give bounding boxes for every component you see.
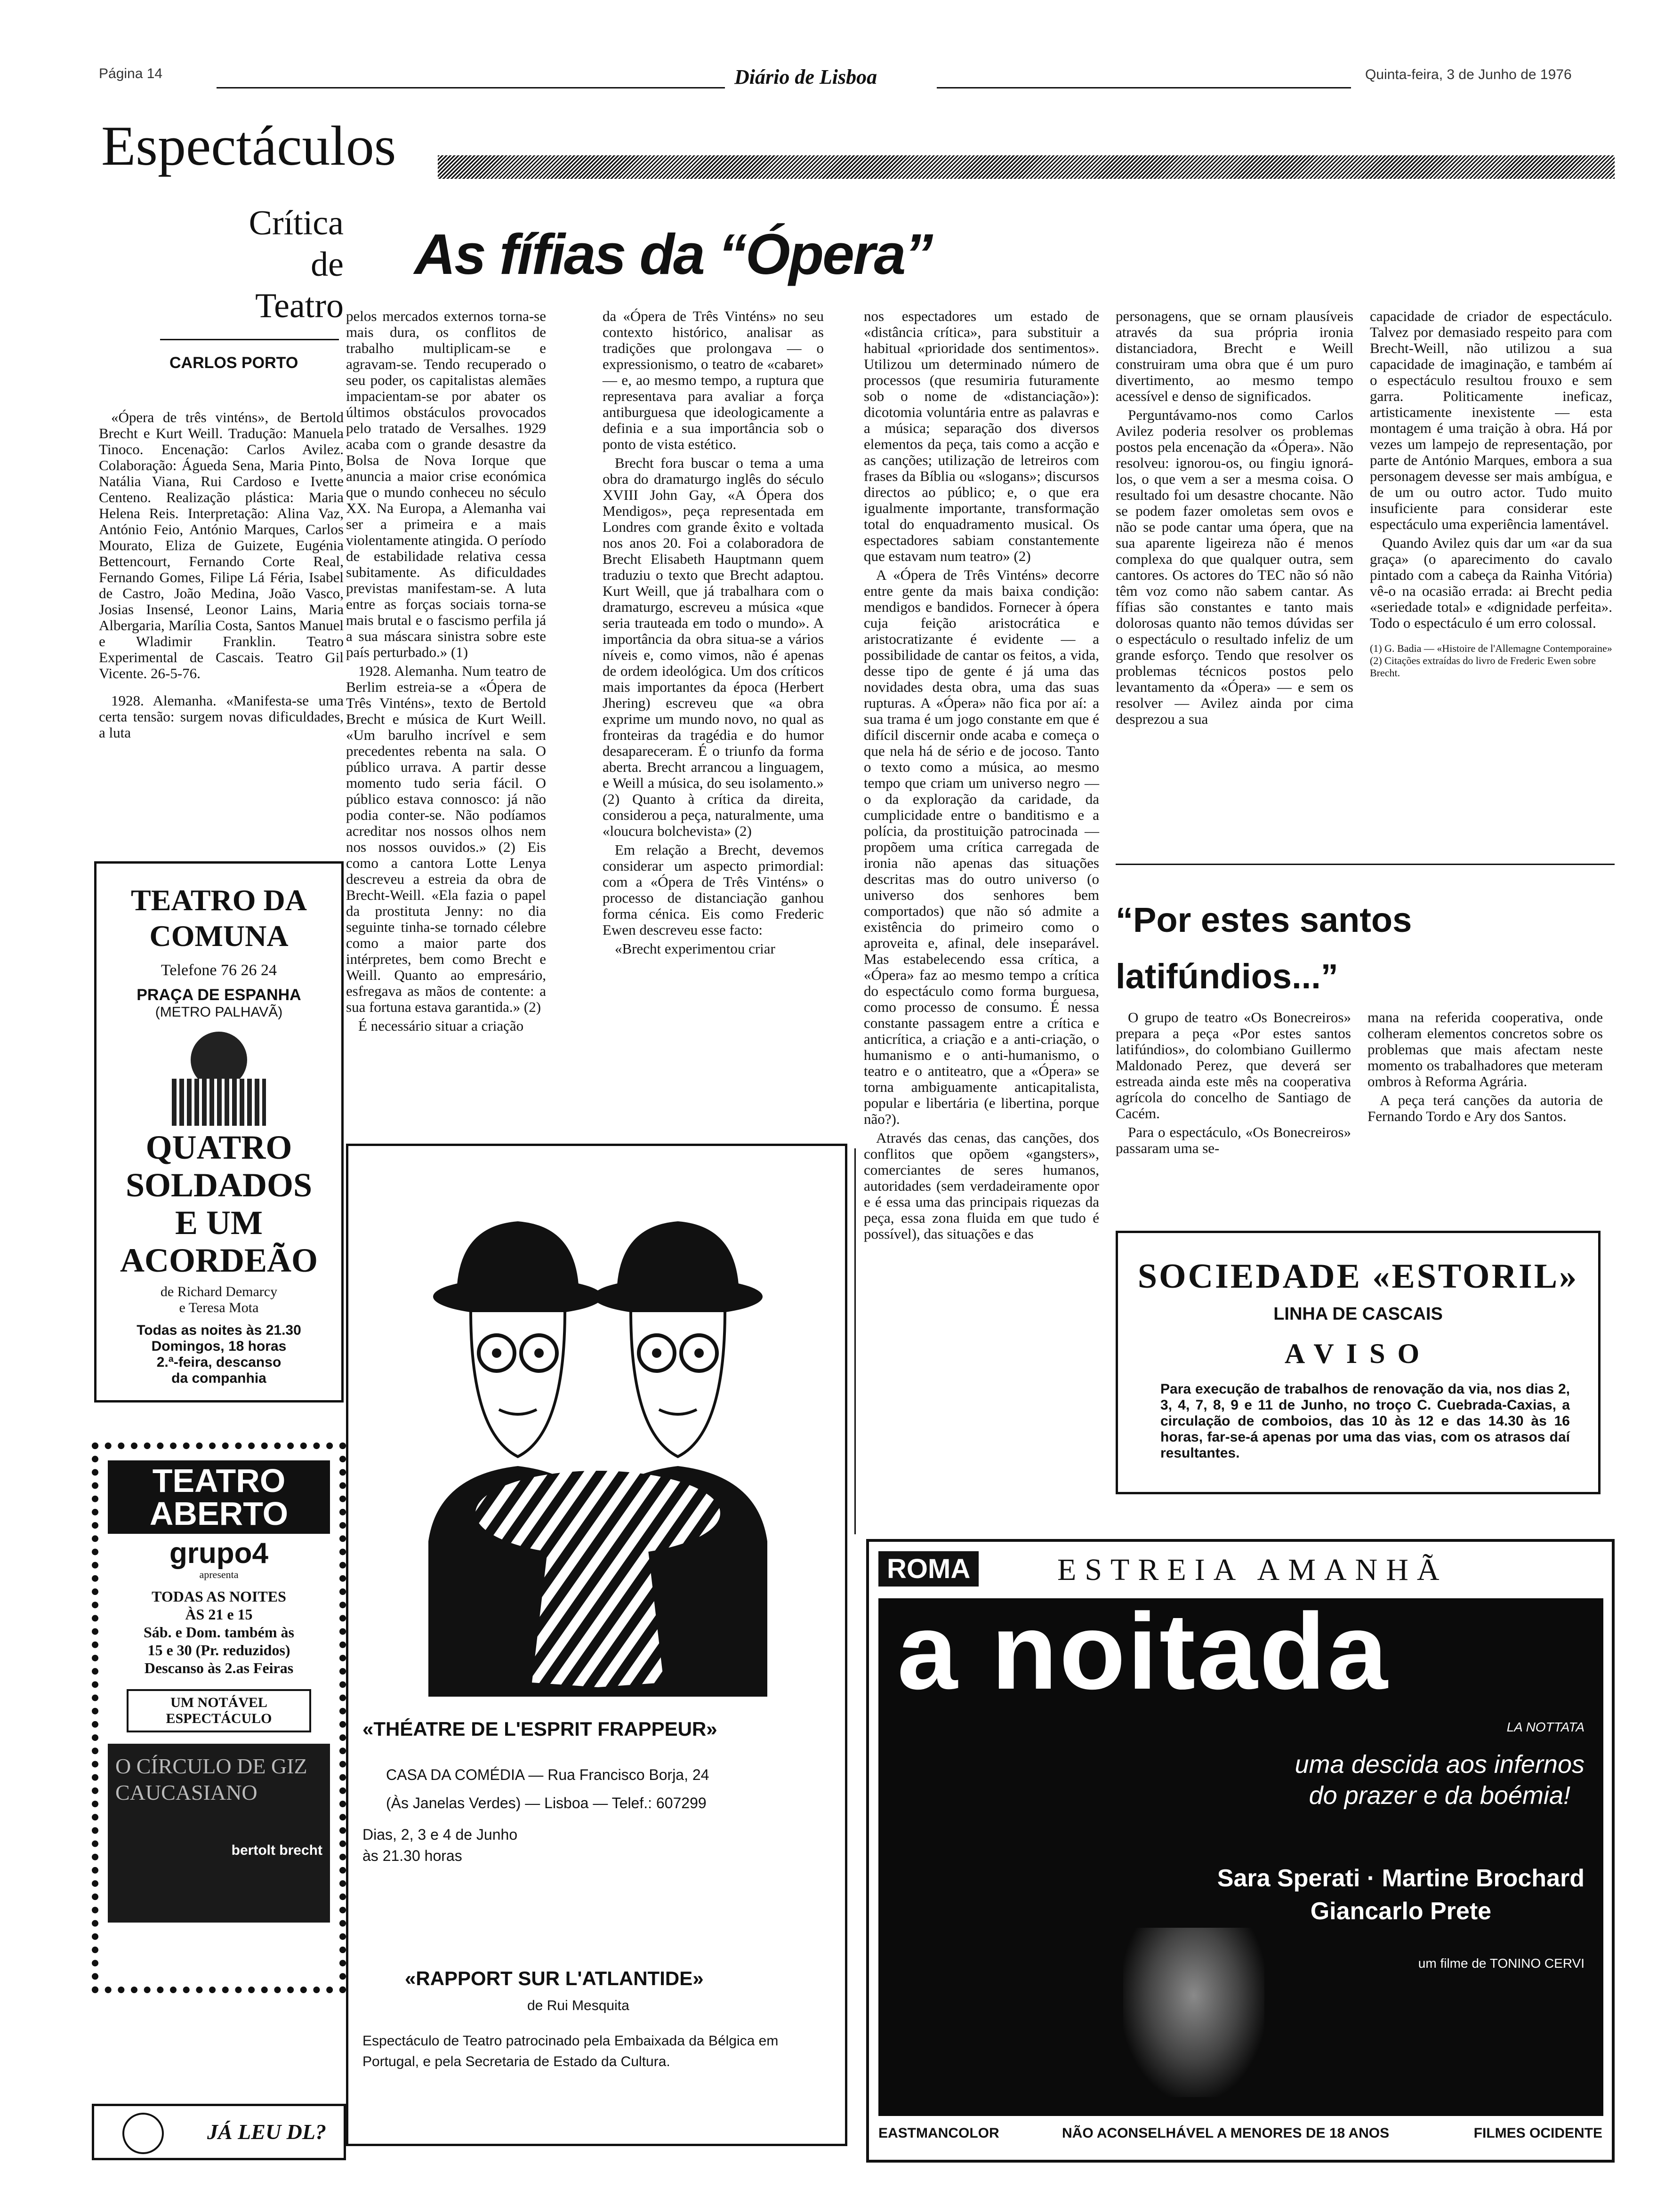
issue-date: Quinta-feira, 3 de Junho de 1976 — [1365, 67, 1572, 82]
article-column-6 — [1370, 308, 1612, 679]
esprit-hour: às 21.30 horas — [362, 1847, 462, 1864]
aberto-line-4: 15 e 30 (Pr. reduzidos) — [147, 1642, 290, 1659]
article-paragraph: capacidade de criador de espectáculo. Talvez por demasiado respeito para com Brecht-Weill, não utilizou a sua capacidade de imaginação, e também aí o espectáculo resultou frouxo e sem garra. Politicamente ineficaz, artisticamente inexistente — esta montagem é uma traição à obra. Há por vezes um lampejo de representação, por parte de António Marques, embora a sua personagem devesse ser mais ambígua, e de um ou outro actor. Tudo muito insuficiente para considerar este espectáculo uma experiência lamentável. — [1370, 308, 1612, 532]
aberto-logo — [108, 1460, 330, 1534]
header-rule-2 — [937, 87, 1351, 88]
article-column-4 — [864, 308, 1099, 1245]
aberto-line-5: Descanso às 2.as Feiras — [144, 1659, 294, 1676]
aberto-author: bertolt brecht — [231, 1843, 322, 1858]
article-paragraph: Em relação a Brecht, devemos considerar um aspecto primordial: com a «Ópera de Três Vinténs» o processo de distanciação ganhou forma cénica. Eis como Frederic Ewen descreveu esse facto: — [603, 842, 824, 938]
comuna-authors-2: e Teresa Mota — [179, 1300, 259, 1315]
roma-director: um filme de TONINO CERVI — [1418, 1956, 1585, 1971]
aberto-badge-2: ESPECTÁCULO — [166, 1711, 272, 1726]
roma-title: a noitada — [897, 1591, 1390, 1712]
roma-cast-1: Sara Sperati · Martine Brochard — [1217, 1865, 1585, 1892]
article-paragraph: 1928. Alemanha. «Manifesta-se uma certa tensão: surgem novas dificuldades, a luta — [99, 692, 344, 741]
headline: As fífias da “Ópera” — [414, 222, 932, 286]
aberto-logo-2: ABERTO — [149, 1495, 289, 1532]
estoril-body: Para execução de trabalhos de renovação da via, nos dias 2, 3, 4, 7, 8, 9 e 11 de Junho, no troço C. Cuebrada-Caxias, a circulação de comboios, das 10 às 12 e das 14.30 às 16 horas, far-se-á apenas por uma das vias, com os atrasos daí resultantes. — [1160, 1381, 1570, 1461]
corner-ad-text: JÁ LEU DL? — [207, 2120, 326, 2144]
aberto-line-2: ÀS 21 e 15 — [185, 1606, 253, 1623]
comuna-title-1: TEATRO DA — [131, 883, 307, 917]
article-paragraph: A «Ópera de Três Vinténs» decorre entre gente da mais baixa condição: mendigos e bandidos. Fornecer à ópera cuja feição aristocrática e aristocratizante é evidente — a possibilidade de cantar os feitos, a vida, desse tipo de gente é já uma das novidades desta obra, uma das suas rupturas. A «Ópera» não fica por aí: a sua trama é um jogo constante em que é difícil discernir onde acaba e começa o que nela há de sério e de jocoso. Tanto o texto como a música, ao mesmo tempo que criam um universo negro — o da exploração da caridade, da cumplicidade entre o banditismo e a polícia, da prostituição patrocinada — propõem uma crítica carregada de ironia não apenas das situações descritas mas do outro universo (o universo dos senhores bem comportados) que não só admite a existência do primeiro como o aproveita e, afinal, dele inseparável. Mas estabelecendo essa crítica, a «Ópera» faz ao mesmo tempo a crítica do espectáculo como forma burguesa, como processo de consumo. É nessa constante passagem entre a crítica e anticrítica, a criação e a anti-criação, o humanismo e o anti-humanismo, o teatro e o antiteatro, que a «Ópera» se torna ambiguamente anticapitalista, popular e libertária (e libertina, porque não?). — [864, 567, 1099, 1127]
kicker-rule — [160, 339, 339, 340]
header-rule — [217, 87, 725, 88]
roma-footer-left: EASTMANCOLOR — [878, 2125, 999, 2141]
article-paragraph: «Ópera de três vinténs», de Bertold Brecht e Kurt Weill. Tradução: Manuela Tinoco. Encenação: Carlos Avilez. Colaboração: Águeda Sena, Maria Pinto, Natália Viana, Rui Cardoso e Ivette Centeno. Realização plástica: Maria Helena Reis. Interpretação: Alina Vaz, António Feio, António Marques, Carlos Mourato, Eliza de Guizete, Eugénia Bettencourt, Fernando Corte Real, Fernando Gomes, Filipe Lá Féria, Isabel de Castro, João Medina, João Vasco, Josias Insensé, Leonor Lains, Maria Albergaria, Marília Costa, Santos Manuel e Wladimir Franklin. Teatro Experimental de Cascais. Teatro Gil Vicente. 26-5-76. — [99, 409, 344, 681]
article-column-5 — [1116, 308, 1353, 730]
column-rule — [854, 1148, 856, 1534]
comuna-phone: Telefone 76 26 24 — [161, 962, 277, 979]
santos-paragraph: Para o espectáculo, «Os Bonecreiros» passaram uma se- — [1116, 1124, 1351, 1156]
twins-illustration — [410, 1212, 786, 1697]
comuna-authors-1: de Richard Demarcy — [160, 1284, 278, 1299]
comuna-metro: (METRO PALHAVÃ) — [155, 1004, 283, 1020]
footnote: (1) G. Badia — «Histoire de l'Allemagne Contemporaine» — [1370, 642, 1612, 654]
comuna-play-3: E UM — [175, 1204, 263, 1242]
face-icon — [471, 1311, 725, 1457]
corner-ad — [92, 2104, 346, 2160]
masthead: Diário de Lisboa — [734, 65, 877, 88]
aberto-schedule — [98, 1587, 339, 1677]
esprit-venue-2: (Às Janelas Verdes) — Lisboa — Telef.: 607299 — [386, 1795, 707, 1811]
roma-cast — [1217, 1862, 1585, 1928]
bowler-hat-icon — [433, 1221, 763, 1315]
article-column-2 — [346, 308, 546, 1037]
ad-teatro-aberto — [92, 1443, 346, 1993]
santos-headline — [1116, 892, 1412, 1005]
esprit-dates: Dias, 2, 3 e 4 de Junho — [362, 1826, 518, 1843]
kicker-line-1: Crítica — [249, 204, 344, 242]
roma-footer-right: FILMES OCIDENTE — [1473, 2125, 1602, 2141]
roma-tagline — [1295, 1749, 1585, 1811]
aberto-logo-1: TEATRO — [152, 1462, 286, 1499]
cartoon-face-icon — [122, 2113, 164, 2154]
aberto-line-1: TODAS AS NOITES — [152, 1588, 286, 1605]
comuna-times-1: Todas as noites às 21.30 — [137, 1322, 301, 1338]
aberto-badge — [127, 1689, 311, 1732]
article-bottom-rule — [1116, 864, 1615, 865]
esprit-author: de Rui Mesquita — [527, 1998, 629, 2013]
article-paragraph: Quando Avilez quis dar um «ar da sua graça» (o aparecimento do cavalo pintado com a cabeça da Rainha Vitória) vê-o na ocasião errada: ai Brecht pedia «seriedade total» e «dignidade perfeita». Todo o espectáculo é um erro colossal. — [1370, 535, 1612, 631]
page-number: Página 14 — [99, 66, 163, 81]
footnote: (2) Citações extraídas do livro de Frederic Ewen sobre Brecht. — [1370, 655, 1596, 679]
esprit-name: «THÉATRE DE L'ESPRIT FRAPPEUR» — [362, 1718, 717, 1740]
article-paragraph: da «Ópera de Três Vinténs» no seu contexto histórico, analisar as tradições que prolongava — o expressionismo, o teatro de «cabaret» — e, ao mesmo tempo, a ruptura que representava para avaliar a força antiburguesa que ideologicamente a definia e a sua importância sob o ponto de vista estético. — [603, 308, 824, 452]
esprit-sponsor: Espectáculo de Teatro patrocinado pela Embaixada da Bélgica em Portugal, e pela Secretaria de Estado da Cultura. — [362, 2033, 779, 2069]
roma-poster — [878, 1591, 1603, 2116]
estoril-notice: AVISO — [1284, 1338, 1432, 1369]
article-paragraph: Perguntávamo-nos como Carlos Avilez poderia resolver os problemas postos pela encenação da «Ópera». Não resolveu: ignorou-os, ou fingiu ignorá-los, o que vem a ser a mesma coisa. O resultado foi um desastre chocante. Não se podem fazer omoletas sem ovos e não se pode cantar uma ópera, que na sua aparente ligeireza não é menos complexa do que qualquer outra, sem cantores. Os actores do TEC não só não têm voz como não sabem cantar. As fífias são constantes e tanto mais dolorosas quanto não temos dúvidas ser o espectáculo o resultado infeliz de um grande esforço. Tendo que resolver os problemas técnicos postos pelo levantamento da «Ópera» — e sem os resolver — Avilez ainda por cima desprezou a sua — [1116, 407, 1353, 727]
aberto-group: grupo4 — [169, 1537, 269, 1570]
santos-headline-1: “Por estes santos — [1116, 900, 1412, 939]
ad-sociedade-estoril — [1116, 1231, 1601, 1494]
section-rule — [438, 155, 1615, 179]
roma-subtitle: LA NOTTATA — [1506, 1720, 1585, 1734]
santos-paragraph: A peça terá canções da autoria de Fernando Tordo e Ary dos Santos. — [1367, 1092, 1603, 1124]
byline: CARLOS PORTO — [169, 354, 298, 372]
roma-cast-2: Giancarlo Prete — [1310, 1898, 1492, 1925]
article-column-3 — [603, 308, 824, 960]
santos-column-b — [1367, 1010, 1603, 1127]
roma-figure-photo — [1123, 1928, 1264, 2097]
comuna-address: PRAÇA DE ESPANHA — [137, 986, 301, 1004]
santos-column-a — [1116, 1010, 1351, 1159]
comuna-title — [97, 882, 341, 954]
estoril-line: LINHA DE CASCAIS — [1273, 1304, 1443, 1324]
aberto-presents: apresenta — [199, 1569, 239, 1580]
estoril-title: SOCIEDADE «ESTORIL» — [1137, 1257, 1579, 1296]
comuna-times-2: Domingos, 18 horas — [151, 1338, 287, 1354]
comuna-photo — [158, 1027, 280, 1126]
esprit-play: «RAPPORT SUR L'ATLANTIDE» — [405, 1967, 704, 1989]
santos-paragraph: mana na referida cooperativa, onde colheram elementos concretos sobre os problemas que mais afectam neste momento os trabalhadores que meteram ombros à Reforma Agrária. — [1367, 1009, 1603, 1090]
kicker-line-2: de — [311, 245, 344, 284]
article-paragraph: personagens, que se ornam plausíveis através da sua própria ironia distanciadora, Brecht e Weill construiram uma obra que é um puro divertimento, ao mesmo tempo acessível e denso de significados. — [1116, 308, 1353, 404]
ad-teatro-comuna — [94, 861, 344, 1403]
article-paragraph: Brecht fora buscar o tema a uma obra do dramaturgo inglês do século XVIII John Gay, «A Ópera dos Mendigos», peça representada em Londres com grande êxito e voltada nos anos 20. Foi a colaboradora de Brecht Elisabeth Hauptmann quem traduziu o texto que Brecht adaptou. Kurt Weill, que já trabalhara com o dramaturgo, escreveu a música «que seria trauteada em todo o mundo». A importância da obra situa-se a vários níveis e, como vimos, não é apenas de ordem ideológica. Um dos críticos mais importantes da época (Herbert Jhering) escreveu que «a obra exprime um mundo novo, no qual as fronteiras da tragédia e do humor desapareceram. É o triunfo da forma aberta. Brecht arrancou a linguagem, e Weill a música, do seu isolamento.» (2) Quanto à crítica da direita, considerou a peça, naturalmente, uma «loucura bolchevista» (2) — [603, 455, 824, 839]
comuna-play-1: QUATRO — [145, 1129, 292, 1166]
roma-tagline-1: uma descida aos infernos — [1295, 1750, 1585, 1779]
comuna-play-title — [97, 1129, 341, 1279]
comuna-play-4: ACORDEÃO — [120, 1242, 318, 1279]
aberto-poster — [108, 1744, 330, 1923]
article-paragraph: nos espectadores um estado de «distância crítica», para substituir a habitual «prioridade dos sentimentos». Utilizou um determinado número de processos (que resumiria futuramente sob o nome de «distanciação»): dicotomia voluntária entre as palavras e a música; separação dos diversos elementos da peça, tais como a acção e as canções; utilização de letreiros com frases da Bíblia ou «slogans»; discursos directos ao público; e, o que era igualmente importante, transformação total do enquadramento musical. Os espectadores sabiam constantemente que estavam num teatro» (2) — [864, 308, 1099, 564]
santos-headline-2: latifúndios...” — [1116, 957, 1338, 996]
roma-premiere: ESTREIA AMANHÃ — [1057, 1553, 1448, 1587]
roma-footer-mid: NÃO ACONSELHÁVEL A MENORES DE 18 ANOS — [1062, 2125, 1390, 2141]
comuna-times-4: da companhia — [171, 1370, 266, 1386]
article-column-1 — [99, 409, 344, 744]
santos-paragraph: O grupo de teatro «Os Bonecreiros» prepara a peça «Por estes santos latifúndios», do colombiano Guillermo Maldonado Perez, que deverá ser estreada ainda este mês na cooperativa agrícola do concelho de Santiago de Cacém. — [1116, 1009, 1351, 1122]
ad-roma-a-noitada — [866, 1539, 1615, 2163]
esprit-venue: CASA DA COMÉDIA — Rua Francisco Borja, 24 — [386, 1766, 709, 1783]
article-paragraph: pelos mercados externos torna-se mais dura, os conflitos de trabalho multiplicam-se e agravam-se. Tendo recuperado o seu poder, os capitalistas alemães impacientam-se por abater os últimos obstáculos provocados pelo tratado de Versalhes. 1929 acaba com o grande desastre da Bolsa de Nova Iorque que anuncia a maior crise económica que o mundo conheceu no século XX. Na Europa, a Alemanha vai ser a primeira e a mais violentamente atingida. O período de estabilidade relativa cessa subitamente. As dificuldades previstas manifestam-se. A luta entre as forças sociais torna-se mais brutal e o fascismo perfila já a sua máscara sinistra sobre este país perturbado.» (1) — [346, 308, 546, 660]
article-paragraph: «Brecht experimentou criar — [615, 940, 775, 957]
section-title: Espectáculos — [101, 114, 396, 177]
comuna-times-3: 2.ª-feira, descanso — [156, 1354, 282, 1370]
comuna-title-2: COMUNA — [149, 919, 289, 953]
aberto-play: O CÍRCULO DE GIZ CAUCASIANO — [115, 1754, 307, 1804]
comuna-authors — [97, 1284, 341, 1316]
aberto-line-3: Sáb. e Dom. também às — [144, 1624, 294, 1641]
article-paragraph: Através das cenas, das canções, dos conflitos que opõem «gangsters», comerciantes de seres humanos, autoridades (sem verdadeiramente opor e é essa uma das principais riquezas da peça, essa zona fluida em que tudo é possível), das situações e das — [864, 1130, 1099, 1242]
aberto-badge-1: UM NOTÁVEL — [170, 1695, 267, 1710]
comuna-play-2: SOLDADOS — [125, 1166, 313, 1204]
roma-tagline-2: do prazer e da boémia! — [1309, 1781, 1570, 1810]
kicker — [155, 202, 344, 327]
kicker-line-3: Teatro — [255, 287, 344, 325]
ad-esprit-frappeur — [346, 1144, 847, 2146]
article-paragraph: É necessário situar a criação — [358, 1018, 524, 1034]
article-paragraph: 1928. Alemanha. Num teatro de Berlim estreia-se a «Ópera de Três Vinténs», texto de Bertold Brecht e música de Kurt Weill. «Um barulho incrível e sem precedentes rebenta na sala. O público urrava. A partir desse momento tudo seria fácil. O público estava connosco: já não podia conter-se. Não podíamos acreditar nos nossos olhos nem nos nossos ouvidos.» (2) Eis como a cantora Lotte Lenya descreveu a estreia da obra de Brecht-Weill. «Ela fazia o papel da prostituta Jenny: no dia seguinte tinha-se tornado célebre como a maior parte dos intérpretes, bem como Brecht e Weill. Quanto ao empresário, esfregava as mãos de contente: a sua fortuna estava garantida.» (2) — [346, 663, 546, 1015]
comuna-times — [97, 1322, 341, 1387]
roma-cinema: ROMA — [878, 1551, 979, 1587]
